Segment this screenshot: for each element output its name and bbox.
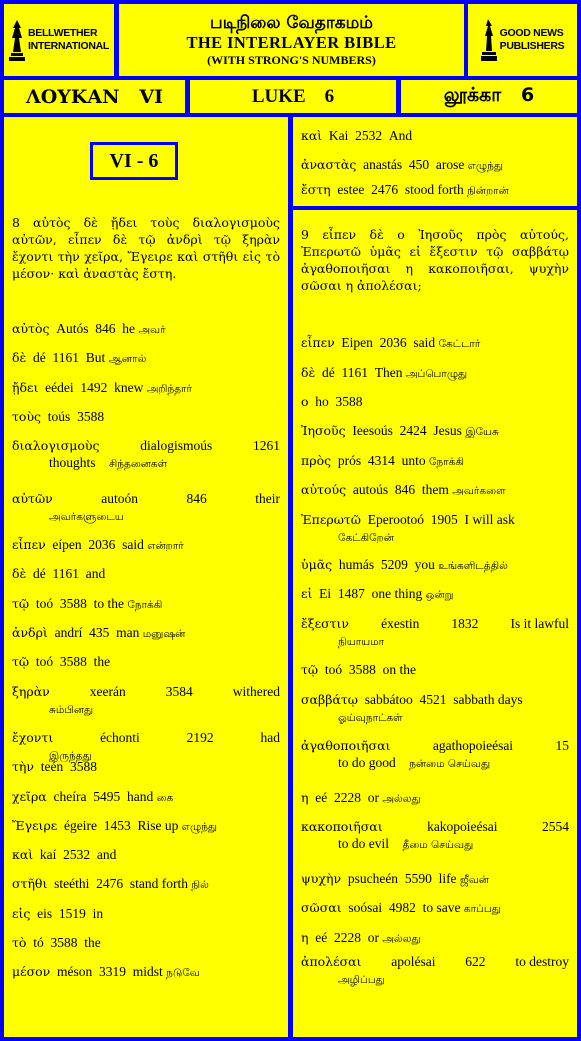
greek-word: ο — [301, 394, 309, 409]
tamil-gloss: தீமை செய்வது — [402, 839, 474, 851]
word-entry — [301, 556, 569, 575]
word-entry — [301, 181, 569, 200]
english-gloss: Is it lawful — [510, 616, 569, 631]
word-entry — [301, 953, 569, 989]
english-gloss: knew — [114, 380, 144, 395]
right-column — [293, 210, 577, 1037]
left-logo-line-2: INTERNATIONAL — [27, 40, 110, 52]
strong-number: 3588 — [59, 654, 87, 669]
book-greek-cell — [4, 80, 185, 113]
tamil-gloss: சும்பினது — [49, 704, 94, 716]
word-entry — [301, 364, 569, 383]
transliteration: kakopoieésai — [427, 819, 498, 834]
word-entry — [301, 334, 569, 353]
strong-number: 2192 — [186, 730, 214, 745]
transliteration: psucheén — [347, 871, 399, 886]
strong-number: 1161 — [341, 365, 368, 380]
transliteration: autoús — [352, 482, 389, 497]
english-gloss: or — [367, 930, 379, 945]
transliteration: anastás — [363, 157, 403, 172]
english-gloss: you — [414, 557, 435, 572]
english-gloss: one thing — [371, 586, 423, 601]
transliteration: Autós — [56, 321, 89, 336]
tamil-gloss: அவர் — [138, 324, 166, 336]
greek-word: αὐτούς — [301, 482, 347, 497]
word-entry — [12, 565, 280, 582]
book-english-cell — [190, 80, 396, 113]
word-entry — [12, 437, 280, 473]
book-english: LUKE 6 — [251, 85, 335, 107]
transliteration: égeire — [64, 818, 98, 833]
english-gloss: the — [93, 654, 111, 669]
tamil-gloss: காப்பது — [463, 903, 501, 915]
strong-number: 3588 — [59, 596, 87, 611]
transliteration: prós — [337, 453, 362, 468]
transliteration: soósai — [348, 900, 383, 915]
word-entry — [12, 963, 280, 982]
verse-8-text: 8 αὐτὸς δὲ ᾔδει τοὺς διαλογισμοὺς αὐτῶν, εἶπεν δὲ τῷ ἀνδρὶ τῷ ξηρὰν ἔχοντι τὴν χεῖρα, Ἔγειρε καὶ στῆθι εἰς τὸ μέσον· καὶ ἀναστὰς ἔστη. — [12, 215, 280, 281]
transliteration: eé — [315, 790, 328, 805]
tamil-gloss: நில் — [191, 879, 209, 891]
greek-word: δὲ — [12, 566, 27, 581]
strong-number: 1519 — [58, 906, 86, 921]
word-entry — [12, 653, 280, 670]
english-gloss: said — [413, 335, 436, 350]
greek-word: ἀγαθοποιῆσαι — [301, 738, 391, 753]
word-entry-subline — [301, 835, 569, 854]
tamil-gloss: அல்லது — [382, 933, 421, 945]
word-entry — [301, 127, 569, 144]
transliteration: méson — [57, 964, 93, 979]
english-gloss: to do good — [338, 755, 396, 770]
tamil-gloss: எழுந்து — [181, 821, 218, 833]
book-tamil-cell — [401, 80, 577, 113]
greek-word: ὑμᾶς — [301, 557, 333, 572]
english-gloss: thoughts — [49, 455, 96, 470]
english-gloss: I will ask — [464, 512, 515, 527]
strong-number: 3319 — [99, 964, 127, 979]
word-entry — [12, 320, 280, 339]
transliteration: toó — [35, 654, 54, 669]
strong-number: 1905 — [430, 512, 458, 527]
tamil-gloss: ஓய்வுநாட்கள் — [338, 712, 403, 724]
english-gloss: to destroy — [515, 954, 569, 969]
word-entry — [12, 408, 280, 425]
chapter-label: VI - 6 — [90, 142, 178, 180]
greek-word: ἔχοντι — [12, 730, 54, 745]
tamil-gloss: ஆனால் — [108, 353, 147, 365]
transliteration: autoón — [101, 491, 138, 506]
english-gloss: arose — [435, 157, 465, 172]
english-gloss: Rise up — [137, 818, 179, 833]
english-gloss: And — [388, 128, 413, 143]
tamil-gloss: நன்மை செய்வது — [409, 758, 491, 770]
lamp-figure-icon — [9, 18, 25, 62]
transliteration: Kai — [328, 128, 349, 143]
english-gloss: man — [116, 625, 140, 640]
greek-word: ἀναστὰς — [301, 157, 357, 172]
greek-word: ψυχὴν — [301, 871, 342, 886]
transliteration: eé — [315, 930, 328, 945]
word-entry-subline — [301, 754, 569, 773]
transliteration: échonti — [100, 730, 140, 745]
greek-word: εἶπεν — [301, 335, 335, 350]
transliteration: teén — [40, 759, 64, 774]
greek-word: εἰ — [301, 586, 313, 601]
greek-word: τὸ — [12, 935, 27, 950]
tamil-gloss: அவர்களுடைய — [49, 511, 124, 523]
transliteration: eípen — [52, 537, 82, 552]
strong-number: 846 — [186, 491, 207, 506]
greek-word: διαλογισμοὺς — [12, 438, 100, 453]
transliteration: andrí — [54, 625, 83, 640]
right-top-panel — [293, 117, 577, 206]
word-entry — [301, 789, 569, 808]
good-news-logo — [468, 4, 577, 76]
verse-9-text: 9 εἶπεν δὲ ο Ἰησοῦς πρὸς αὐτούς, Ἐπερωτῶ ὑμᾶς εἰ ἔξεστιν τῷ σαββάτῳ ἀγαθοποιῆσαι η κακοποιῆσαι, ψυχὴν σῶσαι η ἀπολέσαι; — [301, 227, 569, 293]
transliteration: agathopoieésai — [432, 738, 514, 753]
word-entry — [301, 511, 569, 547]
strong-number: 846 — [95, 321, 116, 336]
transliteration: cheíra — [53, 789, 87, 804]
english-gloss: he — [122, 321, 135, 336]
transliteration: éxestin — [381, 616, 420, 631]
transliteration: xeerán — [89, 684, 126, 699]
tamil-gloss: நடுவே — [166, 967, 200, 979]
english-gloss: Jesus — [433, 423, 462, 438]
word-entry-line — [301, 737, 569, 754]
greek-word: εἰς — [12, 906, 31, 921]
word-entry — [301, 818, 569, 854]
transliteration: Ei — [319, 586, 332, 601]
tamil-gloss: கேட்டார் — [438, 338, 481, 350]
strong-number: 2532 — [63, 847, 91, 862]
greek-word: ξηρὰν — [12, 684, 50, 699]
strong-number: 3584 — [165, 684, 193, 699]
strong-number: 2476 — [371, 182, 399, 197]
english-gloss: to save — [422, 900, 461, 915]
tamil-gloss: என்றார் — [147, 540, 184, 552]
word-entry — [12, 490, 280, 526]
tamil-gloss: நோக்கி — [127, 599, 163, 611]
tamil-gloss: அப்பொழுது — [405, 368, 468, 380]
strong-number: 435 — [89, 625, 110, 640]
word-entry-subline — [12, 454, 280, 473]
word-entry-line — [301, 615, 569, 632]
transliteration: dialogismoús — [140, 438, 213, 453]
greek-word: τῷ — [12, 596, 30, 611]
title-subtitle: (WITH STRONG'S NUMBERS) — [207, 52, 376, 67]
strong-number: 1492 — [80, 380, 108, 395]
transliteration: apolésai — [391, 954, 436, 969]
tamil-gloss: இயேசு — [465, 426, 499, 438]
word-entry — [301, 393, 569, 410]
word-entry-subline — [301, 632, 569, 651]
tamil-gloss: கை — [156, 792, 174, 804]
title-tamil: படிநிலை வேதாகமம் — [210, 12, 373, 33]
word-entry — [301, 899, 569, 918]
bellwether-logo — [4, 4, 114, 76]
tamil-gloss: அவர்களை — [452, 485, 506, 497]
strong-number: 1832 — [451, 616, 479, 631]
greek-word: εἶπεν — [12, 537, 46, 552]
strong-number: 4982 — [388, 900, 416, 915]
english-gloss: Then — [374, 365, 403, 380]
strong-number: 2036 — [379, 335, 407, 350]
word-entry — [12, 758, 280, 775]
english-gloss: midst — [132, 964, 163, 979]
english-gloss: stood forth — [404, 182, 464, 197]
word-entry-line — [12, 437, 280, 454]
word-entry-subline — [12, 507, 280, 526]
strong-number: 3588 — [77, 409, 105, 424]
left-logo-line-1: BELLWETHER — [27, 26, 98, 39]
book-tamil: லூக்கா 6 — [443, 84, 535, 106]
word-entry-subline — [301, 708, 569, 727]
word-entry — [12, 379, 280, 398]
tamil-gloss: நின்றான் — [467, 185, 509, 197]
greek-word: δὲ — [301, 365, 316, 380]
word-entry-line — [301, 818, 569, 835]
transliteration: tó — [33, 935, 44, 950]
left-column — [4, 117, 288, 1037]
tamil-gloss: நோக்கி — [428, 456, 464, 468]
greek-word: αὐτῶν — [12, 491, 53, 506]
english-gloss: the — [84, 935, 101, 950]
greek-word: τοὺς — [12, 409, 42, 424]
greek-word: δὲ — [12, 350, 27, 365]
right-logo-line-2: PUBLISHERS — [499, 40, 565, 52]
tamil-gloss: எழுந்து — [467, 160, 503, 172]
strong-number: 5495 — [93, 789, 121, 804]
greek-word: πρὸς — [301, 453, 332, 468]
english-gloss: hand — [126, 789, 154, 804]
english-gloss: their — [255, 491, 280, 506]
word-entry — [301, 661, 569, 678]
word-entry — [301, 737, 569, 773]
word-entry-subline — [301, 528, 569, 547]
strong-number: 2228 — [333, 930, 361, 945]
strong-number: 2036 — [88, 537, 116, 552]
tamil-gloss: கேட்கிறேன் — [338, 532, 394, 544]
tamil-gloss: ஜீவன் — [459, 874, 489, 886]
transliteration: dé — [32, 350, 46, 365]
greek-word: η — [301, 790, 309, 805]
greek-word: τὴν — [12, 759, 35, 774]
english-gloss: had — [260, 730, 280, 745]
strong-number: 3588 — [70, 759, 98, 774]
english-gloss: said — [122, 537, 144, 552]
strong-number: 1161 — [52, 350, 79, 365]
tamil-gloss: இருந்தது — [49, 750, 92, 762]
word-entry — [301, 422, 569, 441]
book-greek: ΛΟΥΚΑΝ VI — [26, 85, 163, 108]
strong-number: 3588 — [50, 935, 78, 950]
word-entry — [12, 875, 280, 894]
english-gloss: stand forth — [129, 876, 188, 891]
word-entry — [12, 934, 280, 951]
strong-number: 622 — [465, 954, 486, 969]
word-entry — [12, 683, 280, 719]
word-entry — [12, 349, 280, 368]
strong-number: 2476 — [96, 876, 124, 891]
english-gloss: and — [85, 566, 106, 581]
transliteration: dé — [32, 566, 46, 581]
word-entry — [301, 615, 569, 651]
right-logo-line-1: GOOD NEWS — [499, 26, 564, 39]
greek-word: καὶ — [12, 847, 34, 862]
word-entry-line — [301, 953, 569, 970]
strong-number: 2424 — [399, 423, 427, 438]
transliteration: Eperootoó — [367, 512, 425, 527]
word-entry — [12, 905, 280, 922]
word-entry — [12, 595, 280, 614]
strong-number: 3588 — [348, 662, 376, 677]
word-entry — [12, 536, 280, 555]
english-gloss: to do evil — [338, 836, 389, 851]
greek-word: τῷ — [12, 654, 30, 669]
greek-word: Ἔγειρε — [12, 818, 58, 833]
transliteration: eédei — [45, 380, 74, 395]
transliteration: sabbátoo — [364, 692, 413, 707]
english-gloss: or — [367, 790, 379, 805]
word-entry — [301, 481, 569, 500]
english-gloss: on the — [382, 662, 416, 677]
english-gloss: But — [85, 350, 106, 365]
strong-number: 5209 — [380, 557, 408, 572]
greek-word: σῶσαι — [301, 900, 342, 915]
transliteration: dé — [321, 365, 335, 380]
greek-word: τῷ — [301, 662, 319, 677]
word-entry — [301, 156, 569, 175]
tamil-gloss: நியாயமா — [338, 636, 385, 648]
word-entry — [12, 788, 280, 807]
transliteration: ho — [315, 394, 329, 409]
word-entry — [301, 452, 569, 471]
torch-figure-icon — [481, 18, 497, 62]
transliteration: Eipen — [341, 335, 373, 350]
english-gloss: in — [92, 906, 104, 921]
strong-number: 4314 — [367, 453, 395, 468]
tamil-gloss: அழிப்பது — [338, 974, 385, 986]
strong-number: 3588 — [335, 394, 363, 409]
greek-word: μέσον — [12, 964, 51, 979]
strong-number: 1261 — [253, 438, 280, 453]
word-entry-line — [12, 729, 280, 746]
tamil-gloss: அல்லது — [382, 793, 421, 805]
strong-number: 1487 — [337, 586, 365, 601]
strong-number: 2554 — [542, 819, 569, 834]
word-entry — [301, 870, 569, 889]
greek-word: κακοποιῆσαι — [301, 819, 383, 834]
greek-word: ἔστη — [301, 182, 331, 197]
word-entry — [301, 929, 569, 948]
strong-number: 1453 — [103, 818, 131, 833]
english-gloss: sabbath days — [453, 692, 523, 707]
word-entry-subline — [12, 700, 280, 719]
word-entry — [12, 846, 280, 863]
greek-word: χεῖρα — [12, 789, 47, 804]
tamil-gloss: உங்களிடத்தில் — [438, 560, 508, 572]
transliteration: toó — [324, 662, 343, 677]
word-entry — [301, 691, 569, 727]
title-english: THE INTERLAYER BIBLE — [186, 32, 397, 52]
word-entry-subline — [301, 970, 569, 989]
word-entry — [12, 624, 280, 643]
transliteration: kaí — [39, 847, 57, 862]
greek-word: αὐτὸς — [12, 321, 50, 336]
transliteration: Ieesoús — [352, 423, 393, 438]
tamil-gloss: மனுஷன் — [142, 628, 186, 640]
strong-number: 2532 — [355, 128, 383, 143]
tamil-gloss: ஒன்று — [425, 589, 454, 601]
word-entry-line — [12, 683, 280, 700]
strong-number: 15 — [555, 738, 569, 753]
strong-number: 5590 — [404, 871, 432, 886]
greek-word: Ἐπερωτῶ — [301, 512, 362, 527]
strong-number: 2228 — [333, 790, 361, 805]
english-gloss: to the — [93, 596, 124, 611]
greek-word: Ἰησοῦς — [301, 423, 346, 438]
strong-number: 450 — [408, 157, 430, 172]
transliteration: eis — [37, 906, 53, 921]
tamil-gloss: அறிந்தார் — [146, 383, 193, 395]
greek-word: σαββάτῳ — [301, 692, 358, 707]
greek-word: ἀνδρὶ — [12, 625, 48, 640]
strong-number: 4521 — [419, 692, 447, 707]
word-entry — [301, 585, 569, 604]
transliteration: steéthi — [54, 876, 90, 891]
transliteration: toús — [47, 409, 71, 424]
title-block — [119, 4, 464, 76]
greek-word: η — [301, 930, 309, 945]
greek-word: ἔξεστιν — [301, 616, 350, 631]
transliteration: toó — [35, 596, 54, 611]
tamil-gloss: சிந்தனைகள் — [109, 458, 168, 470]
english-gloss: life — [438, 871, 457, 886]
greek-word: στῆθι — [12, 876, 48, 891]
english-gloss: withered — [232, 684, 280, 699]
greek-word: ἀπολέσαι — [301, 954, 362, 969]
transliteration: estee — [337, 182, 365, 197]
greek-word: καὶ — [301, 128, 323, 143]
english-gloss: unto — [401, 453, 426, 468]
strong-number: 1161 — [52, 566, 79, 581]
strong-number: 846 — [394, 482, 416, 497]
word-entry — [12, 817, 280, 836]
transliteration: humás — [338, 557, 375, 572]
english-gloss: them — [421, 482, 449, 497]
greek-word: ᾔδει — [12, 380, 39, 395]
english-gloss: and — [96, 847, 117, 862]
word-entry-line — [12, 490, 280, 507]
